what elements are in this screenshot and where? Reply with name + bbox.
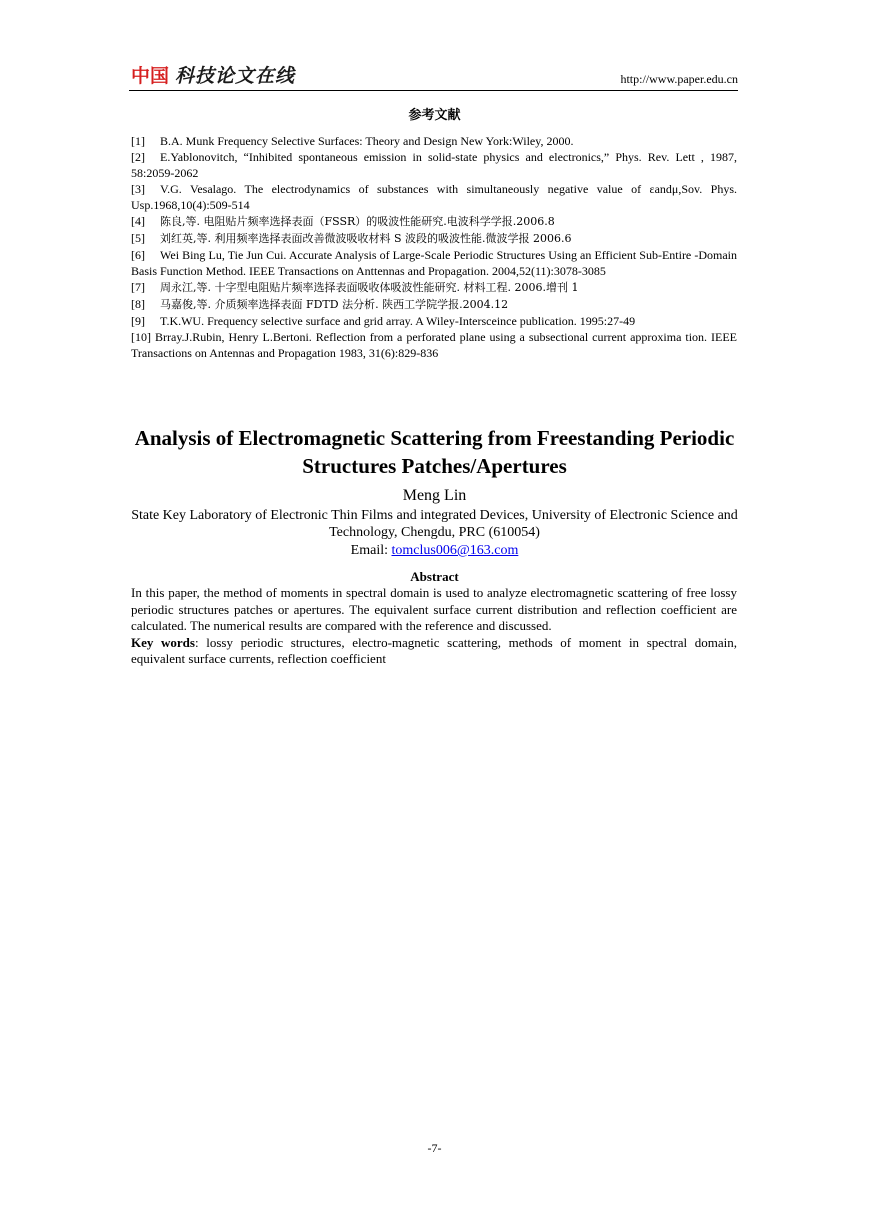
reference-text: B.A. Munk Frequency Selective Surfaces: Theory and Design New York:Wiley, 2000. <box>160 134 574 148</box>
author-affiliation: State Key Laboratory of Electronic Thin Films and integrated Devices, University of Electronic Science and Technology, Chengdu, PRC (610054) <box>131 508 738 540</box>
page-number: -7- <box>427 1141 442 1155</box>
reference-text: 周永江,等. 十字型电阻贴片频率选择表面吸收体吸波性能研究. 材料工程. 2006.增刊 1 <box>160 281 579 294</box>
reference-item <box>131 313 737 329</box>
reference-number: [7] <box>131 280 145 294</box>
reference-text: Wei Bing Lu, Tie Jun Cui. Accurate Analysis of Large-Scale Periodic Structures Using an Efficient Sub-Entire -Domain Basis Function Method. IEEE Transactions on Anttennas and Propagation. 2004,52(11):3078-3085 <box>131 248 737 278</box>
reference-text: Brray.J.Rubin, Henry L.Bertoni. Reflection from a perforated plane using a subsectional current approxima tion. IEEE Transactions on Antennas and Propagation 1983, 31(6):829-836 <box>131 330 737 360</box>
reference-number: [9] <box>131 314 145 328</box>
email-link[interactable]: tomclus006@163.com <box>391 543 519 558</box>
reference-item <box>131 230 737 247</box>
reference-text: 马嘉俊,等. 介质频率选择表面 FDTD 法分析. 陕西工学院学报.2004.12 <box>160 298 509 311</box>
reference-item <box>131 296 737 313</box>
paper-title: Analysis of Electromagnetic Scattering from Freestanding Periodic Structures Patches/Apertures <box>134 426 735 478</box>
reference-item <box>131 247 737 279</box>
reference-item <box>131 181 737 213</box>
reference-number: [6] <box>131 248 145 262</box>
reference-number: [8] <box>131 297 145 311</box>
keywords <box>131 635 737 668</box>
reference-item <box>131 329 737 361</box>
site-logo[interactable] <box>129 64 299 88</box>
reference-list <box>131 133 737 361</box>
logo-text: 科技论文在线 <box>175 65 296 87</box>
author-email <box>0 542 869 559</box>
email-label: Email: <box>350 543 392 558</box>
reference-item <box>131 133 737 149</box>
reference-number: [4] <box>131 214 145 228</box>
page-header <box>129 62 738 91</box>
author-name: Meng Lin <box>402 487 467 504</box>
reference-number: [5] <box>131 231 145 245</box>
reference-item <box>131 149 737 181</box>
reference-text: E.Yablonovitch, “Inhibited spontaneous emission in solid-state physics and electronics,” Phys. Rev. Lett , 1987, 58:2059-2062 <box>131 150 737 180</box>
reference-number: [2] <box>131 150 145 164</box>
reference-item <box>131 213 737 230</box>
reference-text: 陈良,等. 电阻贴片频率选择表面（FSSR）的吸波性能研究.电波科学学报.2006.8 <box>160 215 555 228</box>
references-heading: 参考文献 <box>408 108 461 123</box>
reference-text: 刘红英,等. 利用频率选择表面改善微波吸收材料 S 波段的吸波性能.微波学报 2006.6 <box>160 232 572 245</box>
header-url[interactable]: http://www.paper.edu.cn <box>620 72 738 86</box>
reference-text: V.G. Vesalago. The electrodynamics of substances with simultaneously negative value of εandμ,Sov. Phys. Usp.1968,10(4):509-514 <box>131 182 737 212</box>
keywords-label: Key words <box>131 634 195 650</box>
abstract-heading: Abstract <box>410 569 459 584</box>
reference-text: T.K.WU. Frequency selective surface and grid array. A Wiley-Intersceince publication. 1995:27-49 <box>160 314 636 328</box>
abstract-section <box>131 585 737 668</box>
reference-number: [3] <box>131 182 145 196</box>
reference-number: [10] <box>131 330 151 344</box>
keywords-text: : lossy periodic structures, electro-magnetic scattering, methods of moment in spectral domain, equivalent surface currents, reflection coefficient <box>131 634 737 666</box>
reference-item <box>131 279 737 296</box>
reference-number: [1] <box>131 134 145 148</box>
logo-china-mark: 中国 <box>131 65 170 87</box>
abstract-text: In this paper, the method of moments in spectral domain is used to analyze electromagnetic scattering of free lossy periodic structures patches or apertures. The equivalent surface current distribution and reflection coefficient are calculated. The numerical results are compared with the reference and discussed. <box>131 585 737 633</box>
